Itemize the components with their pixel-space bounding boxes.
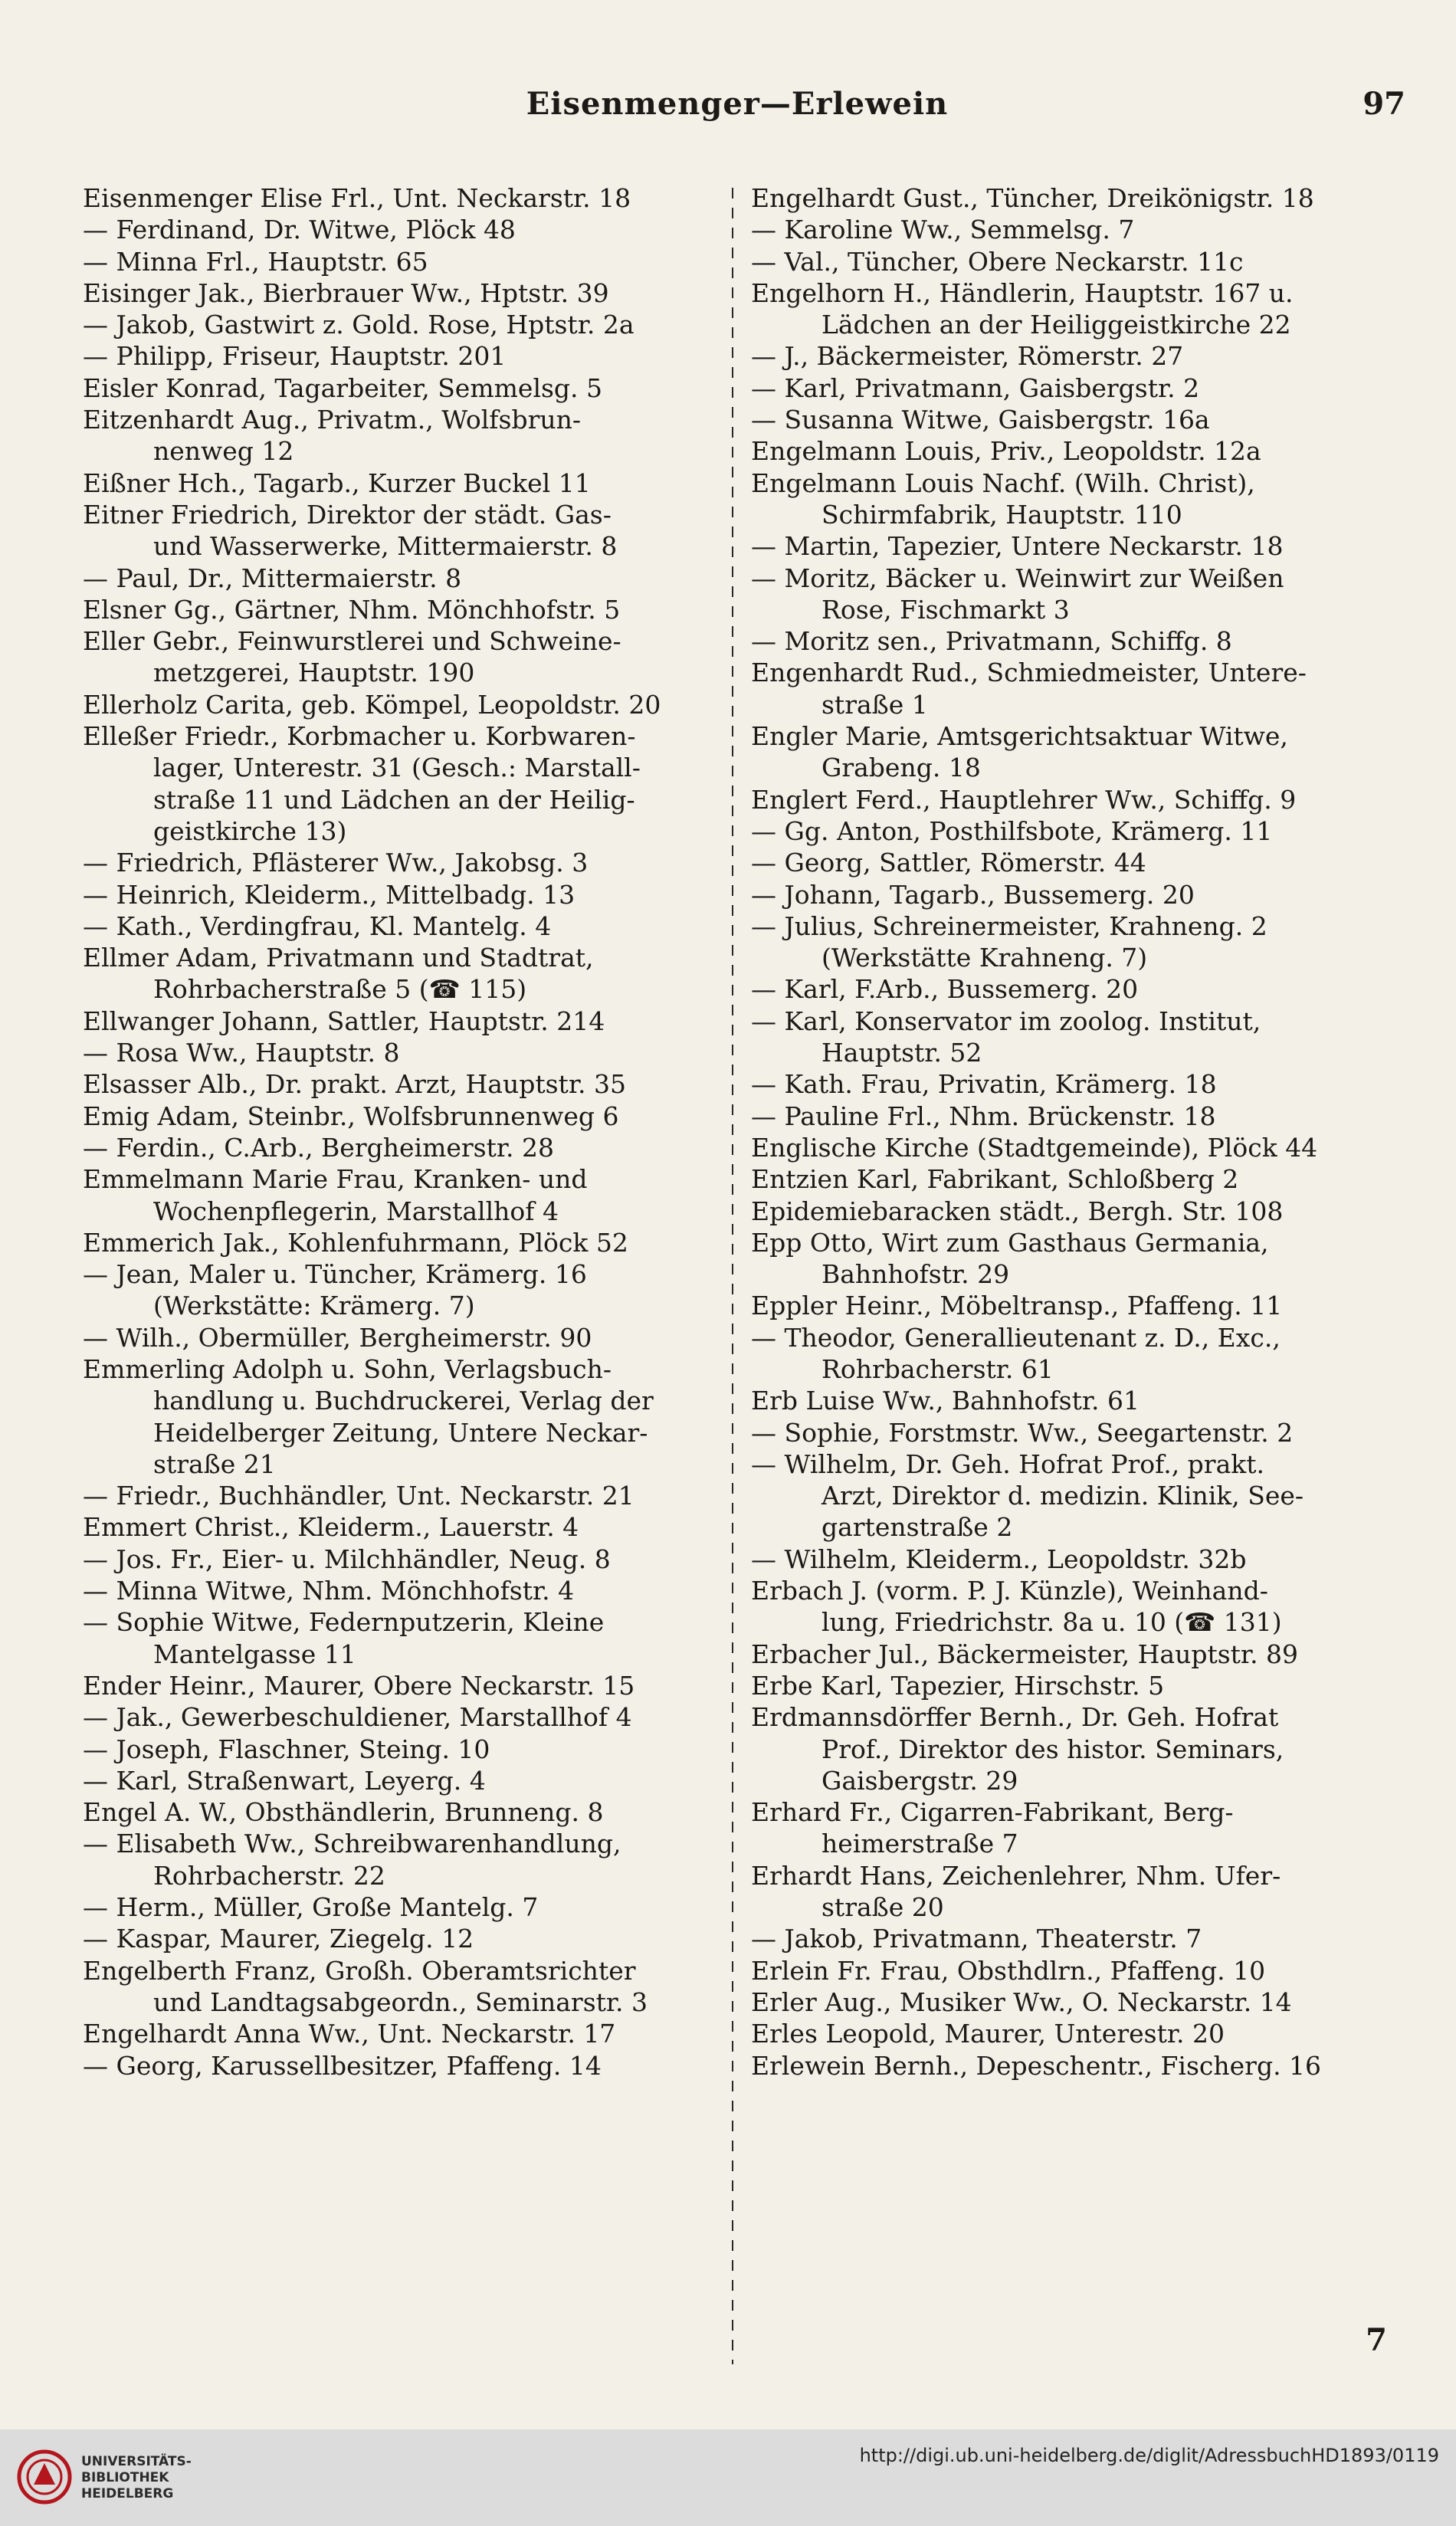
directory-entry: Ender Heinr., Maurer, Obere Neckarstr. 15 — [83, 1670, 635, 1701]
directory-entry: Eißner Hch., Tagarb., Kurzer Buckel 11 — [83, 467, 591, 498]
directory-entry: — Moritz sen., Privatmann, Schiffg. 8 — [751, 626, 1232, 657]
directory-entry: Emig Adam, Steinbr., Wolfsbrunnenweg 6 — [83, 1101, 619, 1131]
entry-continuation-line: straße 20 — [821, 1892, 944, 1923]
directory-entry: — Karl, Konservator im zoolog. Institut, — [751, 1005, 1261, 1036]
directory-entry: — Kath. Frau, Privatin, Krämerg. 18 — [751, 1069, 1217, 1100]
directory-entry: Eitzenhardt Aug., Privatm., Wolfsbrun- — [83, 405, 582, 435]
entry-continuation-line: nenweg 12 — [153, 436, 294, 467]
directory-entry: — Johann, Tagarb., Bussemerg. 20 — [751, 879, 1195, 910]
entry-continuation-line: und Landtagsabgeordn., Seminarstr. 3 — [153, 1986, 648, 2017]
library-logo[interactable] — [17, 2446, 201, 2508]
directory-entry: Entzien Karl, Fabrikant, Schloßberg 2 — [751, 1164, 1239, 1195]
directory-entry: Eisenmenger Elise Frl., Unt. Neckarstr. 18 — [83, 183, 631, 213]
entry-continuation-line: gartenstraße 2 — [821, 1512, 1013, 1543]
directory-entry: Engel A. W., Obsthändlerin, Brunneng. 8 — [83, 1797, 604, 1828]
signature-number: 7 — [1366, 2322, 1387, 2358]
directory-entry: Eisinger Jak., Bierbrauer Ww., Hptstr. 39 — [83, 277, 609, 308]
entry-continuation-line: straße 21 — [153, 1448, 276, 1479]
directory-entry: — Sophie Witwe, Federnputzerin, Kleine — [83, 1607, 605, 1638]
directory-entry: — Karl, Privatmann, Gaisbergstr. 2 — [751, 372, 1200, 403]
directory-entry: — Kaspar, Maurer, Ziegelg. 12 — [83, 1924, 474, 1954]
directory-entry: Erdmannsdörffer Bernh., Dr. Geh. Hofrat — [751, 1702, 1279, 1733]
directory-entry: Erles Leopold, Maurer, Unterestr. 20 — [751, 2019, 1225, 2049]
directory-entry: — Theodor, Generallieutenant z. D., Exc., — [751, 1322, 1281, 1353]
page-number: 97 — [1363, 86, 1405, 122]
directory-entry: — Jos. Fr., Eier- u. Milchhändler, Neug. 8 — [83, 1543, 611, 1574]
directory-entry: — Philipp, Friseur, Hauptstr. 201 — [83, 341, 507, 372]
entry-continuation-line: (Werkstätte Krahneng. 7) — [821, 943, 1148, 973]
directory-entry: — Minna Witwe, Nhm. Mönchhofstr. 4 — [83, 1576, 575, 1606]
directory-entry: Englische Kirche (Stadtgemeinde), Plöck 44 — [751, 1132, 1318, 1163]
directory-entry: Eisler Konrad, Tagarbeiter, Semmelsg. 5 — [83, 372, 603, 403]
entry-continuation-line: (Werkstätte: Krämerg. 7) — [153, 1291, 475, 1321]
entry-continuation-line: Rohrbacherstraße 5 (☎ 115) — [153, 974, 527, 1005]
entry-continuation-line: handlung u. Buchdruckerei, Verlag der — [153, 1386, 654, 1416]
directory-entry: Ellmer Adam, Privatmann und Stadtrat, — [83, 943, 594, 973]
directory-entry: — Rosa Ww., Hauptstr. 8 — [83, 1038, 400, 1068]
directory-entry: — Karl, Straßenwart, Leyerg. 4 — [83, 1765, 486, 1796]
directory-entry: Eitner Friedrich, Direktor der städt. Gas- — [83, 499, 612, 530]
directory-entry: Engenhardt Rud., Schmiedmeister, Untere- — [751, 658, 1307, 688]
directory-entry: Elsasser Alb., Dr. prakt. Arzt, Hauptstr. 35 — [83, 1069, 626, 1100]
library-seal-icon — [17, 2449, 72, 2505]
logo-line: UNIVERSITÄTS- — [81, 2454, 192, 2469]
directory-entry: — Sophie, Forstmstr. Ww., Seegartenstr. 2 — [751, 1417, 1294, 1448]
entry-continuation-line: Prof., Direktor des histor. Seminars, — [821, 1734, 1284, 1764]
directory-entry: — Georg, Karussellbesitzer, Pfaffeng. 14 — [83, 2050, 602, 2081]
entry-continuation-line: Bahnhofstr. 29 — [821, 1259, 1010, 1290]
directory-entry: — Wilhelm, Kleiderm., Leopoldstr. 32b — [751, 1543, 1247, 1574]
directory-entry: — Val., Tüncher, Obere Neckarstr. 11c — [751, 246, 1244, 277]
entry-continuation-line: lager, Unterestr. 31 (Gesch.: Marstall- — [153, 753, 641, 783]
right-column — [751, 182, 1393, 2081]
entry-continuation-line: Schirmfabrik, Hauptstr. 110 — [821, 499, 1182, 530]
directory-entry: Erlein Fr. Frau, Obsthdlrn., Pfaffeng. 10 — [751, 1955, 1266, 1986]
entry-continuation-line: lung, Friedrichstr. 8a u. 10 (☎ 131) — [821, 1607, 1282, 1638]
directory-entry: — Pauline Frl., Nhm. Brückenstr. 18 — [751, 1101, 1216, 1131]
source-url-link[interactable]: http://digi.ub.uni-heidelberg.de/diglit/AdressbuchHD1893/0119 — [859, 2445, 1439, 2466]
directory-entry: Erler Aug., Musiker Ww., O. Neckarstr. 14 — [751, 1986, 1292, 2017]
running-head: Eisenmenger—Erlewein — [526, 86, 949, 122]
directory-entry: — Julius, Schreinermeister, Krahneng. 2 — [751, 910, 1267, 941]
directory-entry: Engelberth Franz, Großh. Oberamtsrichter — [83, 1955, 636, 1986]
entry-continuation-line: geistkirche 13) — [153, 815, 347, 846]
entry-continuation-line: Heidelberger Zeitung, Untere Neckar- — [153, 1417, 648, 1448]
directory-entry: Erhardt Hans, Zeichenlehrer, Nhm. Ufer- — [751, 1860, 1281, 1891]
entry-continuation-line: Lädchen an der Heiliggeistkirche 22 — [821, 310, 1291, 340]
directory-entry: Eller Gebr., Feinwurstlerei und Schweine- — [83, 626, 621, 657]
directory-entry: Erbacher Jul., Bäckermeister, Hauptstr. 89 — [751, 1639, 1299, 1669]
directory-entry: — Susanna Witwe, Gaisbergstr. 16a — [751, 405, 1210, 435]
directory-entry: Erlewein Bernh., Depeschentr., Fischerg. 16 — [751, 2050, 1322, 2081]
directory-entry: — Martin, Tapezier, Untere Neckarstr. 18 — [751, 531, 1284, 562]
directory-entry: — J., Bäckermeister, Römerstr. 27 — [751, 341, 1184, 372]
entry-continuation-line: Rose, Fischmarkt 3 — [821, 594, 1070, 625]
page-header — [69, 86, 1405, 132]
directory-entry: Engelhardt Anna Ww., Unt. Neckarstr. 17 — [83, 2019, 616, 2049]
logo-line: HEIDELBERG — [81, 2486, 174, 2501]
directory-entry: Engler Marie, Amtsgerichtsaktuar Witwe, — [751, 721, 1288, 752]
directory-entry: — Ferdin., C.Arb., Bergheimerstr. 28 — [83, 1132, 554, 1163]
directory-entry: Emmerling Adolph u. Sohn, Verlagsbuch- — [83, 1353, 612, 1384]
directory-entry: — Wilhelm, Dr. Geh. Hofrat Prof., prakt. — [751, 1448, 1264, 1479]
directory-entry: — Karl, F.Arb., Bussemerg. 20 — [751, 974, 1139, 1005]
directory-entry: Erbe Karl, Tapezier, Hirschstr. 5 — [751, 1670, 1165, 1701]
footer-bar — [0, 2429, 1456, 2526]
directory-entry: — Herm., Müller, Große Mantelg. 7 — [83, 1892, 539, 1923]
directory-entry: — Minna Frl., Hauptstr. 65 — [83, 246, 428, 277]
directory-entry: — Friedrich, Pflästerer Ww., Jakobsg. 3 — [83, 848, 589, 878]
library-name — [81, 2454, 192, 2502]
directory-entry: Epp Otto, Wirt zum Gasthaus Germania, — [751, 1227, 1269, 1258]
directory-entry: — Kath., Verdingfrau, Kl. Mantelg. 4 — [83, 910, 552, 941]
directory-entry: — Friedr., Buchhändler, Unt. Neckarstr. 21 — [83, 1481, 635, 1511]
entry-continuation-line: metzgerei, Hauptstr. 190 — [153, 658, 475, 688]
entry-continuation-line: Grabeng. 18 — [821, 753, 981, 783]
directory-entry: Erbach J. (vorm. P. J. Künzle), Weinhand- — [751, 1576, 1268, 1606]
directory-entry: — Jakob, Gastwirt z. Gold. Rose, Hptstr. 2a — [83, 310, 635, 340]
entry-continuation-line: Arzt, Direktor d. medizin. Klinik, See- — [821, 1481, 1304, 1511]
directory-entry: — Wilh., Obermüller, Bergheimerstr. 90 — [83, 1322, 592, 1353]
directory-entry: — Karoline Ww., Semmelsg. 7 — [751, 215, 1135, 245]
directory-entry: — Georg, Sattler, Römerstr. 44 — [751, 848, 1146, 878]
directory-entry: Engelmann Louis Nachf. (Wilh. Christ), — [751, 467, 1255, 498]
left-column — [83, 182, 734, 2081]
entry-continuation-line: straße 1 — [821, 689, 928, 720]
directory-entry: Epidemiebaracken städt., Bergh. Str. 108 — [751, 1196, 1284, 1226]
directory-entry: Engelmann Louis, Priv., Leopoldstr. 12a — [751, 436, 1261, 467]
entry-continuation-line: Mantelgasse 11 — [153, 1639, 356, 1669]
directory-entry: Ellerholz Carita, geb. Kömpel, Leopoldstr. 20 — [83, 689, 661, 720]
directory-entry: — Ferdinand, Dr. Witwe, Plöck 48 — [83, 215, 516, 245]
directory-entry: Erhard Fr., Cigarren-Fabrikant, Berg- — [751, 1797, 1234, 1828]
entry-continuation-line: Hauptstr. 52 — [821, 1038, 982, 1068]
entry-continuation-line: straße 11 und Lädchen an der Heilig- — [153, 784, 635, 815]
directory-entry: Eppler Heinr., Möbeltransp., Pfaffeng. 11 — [751, 1291, 1283, 1321]
directory-entry: Erb Luise Ww., Bahnhofstr. 61 — [751, 1386, 1140, 1416]
directory-entry: Engelhardt Gust., Tüncher, Dreikönigstr. 18 — [751, 183, 1314, 213]
directory-entry: — Moritz, Bäcker u. Weinwirt zur Weißen — [751, 563, 1284, 593]
directory-entry: Englert Ferd., Hauptlehrer Ww., Schiffg. 9 — [751, 784, 1297, 815]
directory-entry: Engelhorn H., Händlerin, Hauptstr. 167 u. — [751, 277, 1294, 308]
entry-continuation-line: Gaisbergstr. 29 — [821, 1765, 1018, 1796]
directory-entry: Emmerich Jak., Kohlenfuhrmann, Plöck 52 — [83, 1227, 628, 1258]
entry-continuation-line: Rohrbacherstr. 61 — [821, 1353, 1054, 1384]
directory-entry: Elsner Gg., Gärtner, Nhm. Mönchhofstr. 5 — [83, 594, 621, 625]
entry-continuation-line: Rohrbacherstr. 22 — [153, 1860, 385, 1891]
directory-entry: Emmert Christ., Kleiderm., Lauerstr. 4 — [83, 1512, 579, 1543]
directory-entry: — Jak., Gewerbeschuldiener, Marstallhof 4 — [83, 1702, 632, 1733]
directory-entry: — Heinrich, Kleiderm., Mittelbadg. 13 — [83, 879, 576, 910]
directory-entry: — Elisabeth Ww., Schreibwarenhandlung, — [83, 1829, 621, 1859]
entry-continuation-line: und Wasserwerke, Mittermaierstr. 8 — [153, 531, 618, 562]
directory-entry: — Jean, Maler u. Tüncher, Krämerg. 16 — [83, 1259, 587, 1290]
directory-entry: — Jakob, Privatmann, Theaterstr. 7 — [751, 1924, 1202, 1954]
directory-entry: — Paul, Dr., Mittermaierstr. 8 — [83, 563, 462, 593]
entry-continuation-line: Wochenpflegerin, Marstallhof 4 — [153, 1196, 559, 1226]
directory-entry: Emmelmann Marie Frau, Kranken- und — [83, 1164, 588, 1195]
directory-entry: Elleßer Friedr., Korbmacher u. Korbwaren- — [83, 721, 636, 752]
directory-entry: Ellwanger Johann, Sattler, Hauptstr. 214 — [83, 1005, 605, 1036]
column-divider — [732, 188, 733, 2364]
directory-entry: — Gg. Anton, Posthilfsbote, Krämerg. 11 — [751, 815, 1273, 846]
entry-continuation-line: heimerstraße 7 — [821, 1829, 1018, 1859]
logo-line: BIBLIOTHEK — [81, 2470, 169, 2485]
directory-entry: — Joseph, Flaschner, Steing. 10 — [83, 1734, 490, 1764]
